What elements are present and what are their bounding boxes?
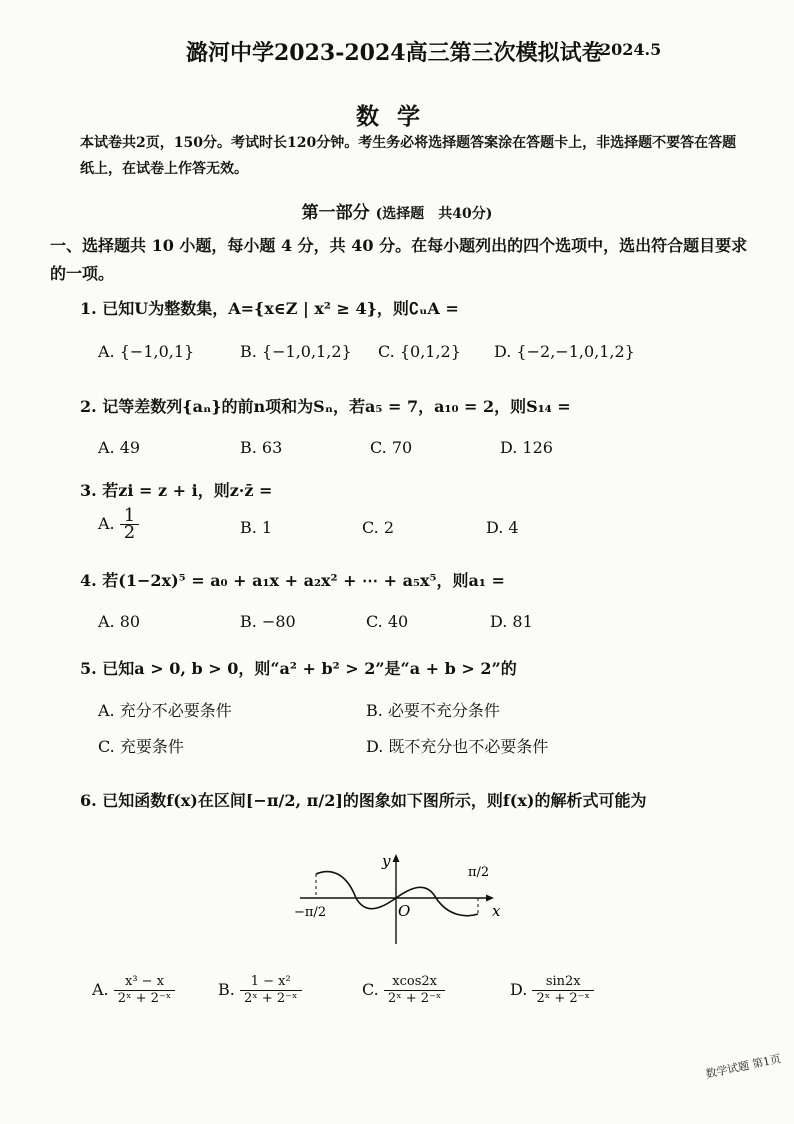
q2-option-b: B. 63 xyxy=(240,438,283,457)
q5-option-b: B. 必要不充分条件 xyxy=(366,701,500,720)
q3-option-b: B. 1 xyxy=(240,518,273,537)
q5-option-a: A. 充分不必要条件 xyxy=(98,701,232,720)
q4-option-a: A. 80 xyxy=(98,612,141,631)
question-2 xyxy=(80,394,571,417)
q5-option-d: D. 既不充分也不必要条件 xyxy=(366,737,549,756)
question-number: 1. xyxy=(80,299,97,318)
section-intro: 一、选择题共 10 小题，每小题 4 分，共 40 分。在每小题列出的四个选项中，选出符合题目要求的一项。 xyxy=(50,236,748,283)
fraction-numerator: xcos2x xyxy=(384,974,446,991)
option-letter: C. xyxy=(362,980,379,999)
fraction-denominator: 2ˣ + 2⁻ˣ xyxy=(536,991,591,1006)
option-letter: A. xyxy=(98,514,115,533)
question-number: 5. xyxy=(80,659,97,678)
x-axis-label: x xyxy=(492,902,501,920)
right-tick-label: π/2 xyxy=(468,865,490,880)
part-heading xyxy=(0,198,794,223)
fraction-numerator: x³ − x xyxy=(114,974,176,991)
q6-option-c xyxy=(362,974,445,1007)
q4-option-b: B. −80 xyxy=(240,612,296,631)
question-stem: 已知函数f(x)在区间[−π/2, π/2]的图象如下图所示，则f(x)的解析式可能为 xyxy=(102,791,647,810)
q2-option-d: D. 126 xyxy=(500,438,553,457)
fraction-denominator: 2ˣ + 2⁻ˣ xyxy=(117,991,172,1006)
page-footer: 数学试题 第1页 xyxy=(704,1052,783,1081)
fraction-numerator: 1 − x² xyxy=(240,974,302,991)
fraction xyxy=(114,974,176,1007)
q6-option-b xyxy=(218,974,302,1007)
q5-option-c: C. 充要条件 xyxy=(98,737,184,756)
q1-option-b: B. {−1,0,1,2} xyxy=(240,342,352,361)
q2-option-c: C. 70 xyxy=(370,438,413,457)
question-stem: 若zi = z + i，则z·z̄ = xyxy=(102,481,273,500)
q1-option-c: C. {0,1,2} xyxy=(378,342,461,361)
exam-title: 潞河中学2023-2024高三第三次模拟试卷 xyxy=(186,40,604,66)
function-graph xyxy=(290,846,520,946)
fraction-numerator: sin2x xyxy=(532,974,594,991)
part-title: 第一部分 xyxy=(301,203,370,223)
q2-option-a: A. 49 xyxy=(98,438,141,457)
question-stem: 已知U为整数集，A={x∈Z | x² ≥ 4}，则∁ᵤA = xyxy=(102,299,459,318)
question-stem: 已知a > 0, b > 0，则“a² + b² > 2”是“a + b > 2”的 xyxy=(102,659,517,678)
function-curve xyxy=(316,872,478,916)
option-letter: B. xyxy=(218,980,235,999)
part-note: (选择题 共40分) xyxy=(375,206,493,222)
question-5 xyxy=(80,656,517,679)
left-tick-label: −π/2 xyxy=(294,905,327,920)
fraction xyxy=(532,974,594,1007)
q3-option-a xyxy=(98,505,139,543)
q1-option-a: A. {−1,0,1} xyxy=(98,342,195,361)
question-6 xyxy=(80,788,646,811)
fraction-denominator: 2ˣ + 2⁻ˣ xyxy=(243,991,298,1006)
subject-heading: 数学 xyxy=(356,103,438,130)
y-axis-arrow xyxy=(393,854,400,862)
exam-date: 2024.5 xyxy=(600,40,662,59)
question-1 xyxy=(80,296,459,319)
question-3 xyxy=(80,478,272,501)
q1-option-d: D. {−2,−1,0,1,2} xyxy=(494,342,635,361)
y-axis-label: y xyxy=(382,852,391,870)
exam-instructions: 本试卷共2页，150分。考试时长120分钟。考生务必将选择题答案涂在答题卡上，非选择题不要答在答题纸上，在试卷上作答无效。 xyxy=(80,135,737,177)
question-stem: 若(1−2x)⁵ = a₀ + a₁x + a₂x² + ⋯ + a₅x⁵，则a₁ = xyxy=(102,571,505,590)
fraction xyxy=(120,505,139,543)
question-stem: 记等差数列{aₙ}的前n项和为Sₙ，若a₅ = 7，a₁₀ = 2，则S₁₄ = xyxy=(102,397,571,416)
question-4 xyxy=(80,568,505,591)
x-axis-arrow xyxy=(486,895,494,902)
question-number: 6. xyxy=(80,791,97,810)
fraction-denominator: 2 xyxy=(123,522,136,543)
option-letter: A. xyxy=(92,980,109,999)
question-number: 2. xyxy=(80,397,97,416)
q6-option-d xyxy=(510,974,594,1007)
q4-option-d: D. 81 xyxy=(490,612,533,631)
q6-option-a xyxy=(92,974,175,1007)
fraction xyxy=(384,974,446,1007)
option-letter: D. xyxy=(510,980,528,999)
fraction-denominator: 2ˣ + 2⁻ˣ xyxy=(387,991,442,1006)
q4-option-c: C. 40 xyxy=(366,612,409,631)
question-number: 4. xyxy=(80,571,97,590)
fraction-numerator: 1 xyxy=(120,508,139,525)
origin-label: O xyxy=(398,902,411,920)
q3-option-d: D. 4 xyxy=(486,518,519,537)
q3-option-c: C. 2 xyxy=(362,518,395,537)
fraction xyxy=(240,974,302,1007)
question-number: 3. xyxy=(80,481,97,500)
